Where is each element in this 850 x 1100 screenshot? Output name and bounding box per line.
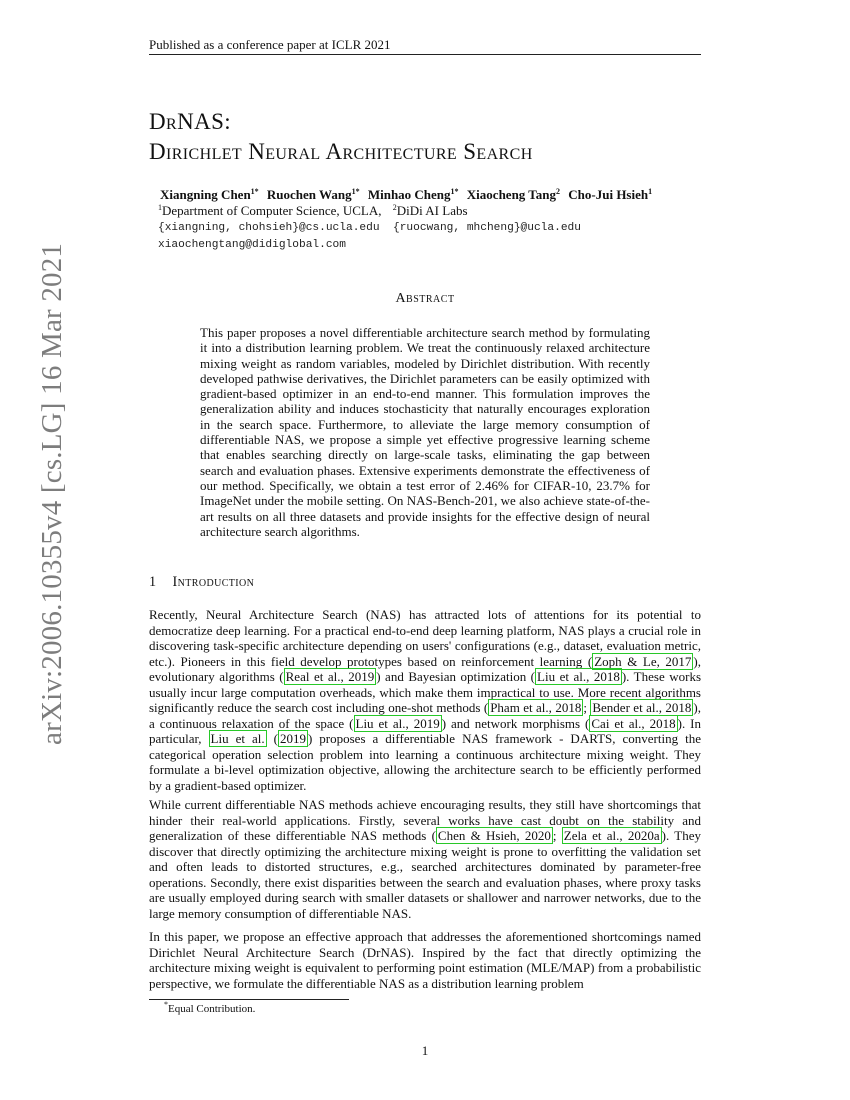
affiliation-text: Department of Computer Science, UCLA, — [162, 203, 382, 218]
abstract-heading: Abstract — [395, 291, 455, 306]
text-run: ), a continuous relaxation of the space ( — [149, 700, 701, 731]
footnote — [164, 1002, 255, 1016]
text-run: ; — [552, 828, 562, 843]
author-mark: 1* — [351, 187, 360, 196]
citation-link[interactable]: Chen & Hsieh, 2020 — [437, 828, 551, 843]
author-name: Ruochen Wang — [266, 187, 352, 202]
running-header: Published as a conference paper at ICLR 2021 — [149, 37, 391, 52]
section-title: Introduction — [172, 574, 255, 590]
author-emails — [158, 220, 581, 254]
affiliation — [393, 203, 468, 218]
footnote-rule — [149, 999, 349, 1000]
citation-link[interactable]: 2019 — [279, 731, 306, 746]
author-mark: 2 — [556, 187, 561, 196]
section-number: 1 — [149, 574, 157, 590]
text-run: ). In particular, — [149, 715, 701, 746]
abstract-text: This paper proposes a novel differentiable architecture search method by formulating it into a distribution learning problem. We treat the continuously relaxed architecture mixing weight as random variables, modeled by Dirichlet distribution. With recently developed pathwise derivatives, the Dirichlet parameters can be easily optimized with gradient-based optimizer in an end-to-end manner. This formulation improves the generalization ability and induces stochasticity that naturally encourages exploration in the search space. Furthermore, to alleviate the large memory consumption of differentiable NAS, we propose a simple yet effective progressive learning scheme that enables searching directly on large-scale tasks, eliminating the gap between search and evaluation phases. Extensive experiments demonstrate the effectiveness of our method. Specifically, we obtain a test error of 2.46% for CIFAR-10, 23.7% for ImageNet under the mobile setting. On NAS-Bench-201, we also achieve state-of-the-art results on all three datasets and provide insights for the effective design of neural architecture search algorithms. — [200, 325, 650, 539]
citation-link[interactable]: Cai et al., 2018 — [591, 715, 676, 731]
author-mark: 1 — [648, 187, 653, 196]
affiliations — [158, 203, 476, 219]
citation-link[interactable]: Liu et al., 2019 — [355, 715, 440, 731]
email-line-2: xiaochengtang@didiglobal.com — [158, 239, 346, 251]
footnote-mark: * — [164, 1000, 168, 1009]
affiliation — [158, 203, 382, 218]
author-mark: 1* — [450, 187, 459, 196]
text-run: ). These works usually incur large computation overheads, which make them impractical to use. More recent algorithms significantly reduce the search cost including one-shot methods ( — [149, 669, 702, 715]
author-name: Xiangning Chen — [160, 187, 251, 202]
paper-title — [149, 107, 709, 167]
author — [160, 187, 259, 202]
title-line-2: Dirichlet Neural Architecture Search — [149, 139, 533, 164]
citation-link[interactable]: Liu et al., 2018 — [537, 669, 620, 684]
text-run: ) and Bayesian optimization ( — [376, 669, 536, 684]
citation-link[interactable]: Bender et al., 2018 — [592, 700, 692, 715]
section-heading-introduction — [149, 573, 701, 591]
affiliation-mark: 1 — [158, 203, 162, 212]
citation-link[interactable]: Pham et al., 2018 — [490, 700, 582, 715]
text-run: ; — [583, 700, 591, 715]
footnote-text: Equal Contribution. — [168, 1003, 256, 1015]
citation-link[interactable]: Liu et al. — [210, 731, 265, 746]
author — [568, 187, 652, 202]
text-run: While current differentiable NAS methods achieve encouraging results, they still have shortcomings that hinder their real-world applications. Firstly, several works have cast doubt on the stability and generalization of these differentiable NAS methods ( — [149, 797, 701, 843]
citation-link[interactable]: Zoph & Le, 2017 — [594, 653, 692, 669]
affiliation-mark: 2 — [392, 203, 397, 212]
page-number: 1 — [421, 1043, 429, 1058]
intro-paragraph-2 — [149, 797, 701, 921]
text-run: ) and network morphisms ( — [441, 715, 590, 731]
header-rule — [149, 54, 701, 55]
author-name: Xiaocheng Tang — [466, 187, 557, 202]
author — [368, 187, 459, 202]
text-run: ). They discover that directly optimizing the architecture mixing weight is prone to overfitting the validation set and often leads to distorted structures, e.g., searched architectures dominated by parameter-free operations. Secondly, there exist disparities between the search and evaluation phases, where proxy tasks are usually employed during search with smaller datasets or shallower and narrower networks, due to the large memory consumption of differentiable NAS. — [149, 828, 701, 921]
intro-paragraph-3: In this paper, we propose an effective approach that addresses the aforementioned shortcomings named Dirichlet Neural Architecture Search (DrNAS). Inspired by the fact that directly optimizing the architecture mixing weight is equivalent to performing point estimation (MLE/MAP) from a probabilistic perspective, we formulate the differentiable NAS as a distribution learning problem — [149, 929, 701, 991]
author-name: Minhao Cheng — [367, 187, 451, 202]
text-run: ) proposes a differentiable NAS framework - DARTS, converting the categorical operation selection problem into learning a continuous architecture mixing weight. They formulate a bi-level optimization objective, allowing the architecture search to be efficiently performed by a gradient-based optimizer. — [149, 731, 701, 793]
author — [467, 187, 560, 202]
intro-paragraph-1 — [149, 607, 701, 793]
title-line-1: DrNAS: — [149, 109, 232, 134]
affiliation-text: DiDi AI Labs — [396, 203, 468, 218]
author-list — [160, 186, 720, 203]
citation-link[interactable]: Real et al., 2019 — [285, 669, 375, 684]
text-run: Recently, Neural Architecture Search (NAS) has attracted lots of attentions for its potential to democratize deep learning. For a practical end-to-end deep learning platform, NAS plays a crucial role in discovering task-specific architecture depending on users' configurations (e.g., dataset, evaluation metric, etc.). Pioneers in this field develop prototypes based on reinforcement learning ( — [149, 607, 701, 669]
author-name: Cho-Jui Hsieh — [568, 187, 649, 202]
text-run: ), evolutionary algorithms ( — [149, 653, 701, 684]
author — [267, 187, 360, 202]
author-mark: 1* — [250, 187, 259, 196]
arxiv-watermark: arXiv:2006.10355v4 [cs.LG] 16 Mar 2021 — [36, 242, 68, 745]
email-line-1: {xiangning, chohsieh}@cs.ucla.edu {ruocwang, mhcheng}@ucla.edu — [158, 222, 581, 234]
text-run: ( — [266, 731, 278, 746]
citation-link[interactable]: Zela et al., 2020a — [563, 828, 660, 843]
